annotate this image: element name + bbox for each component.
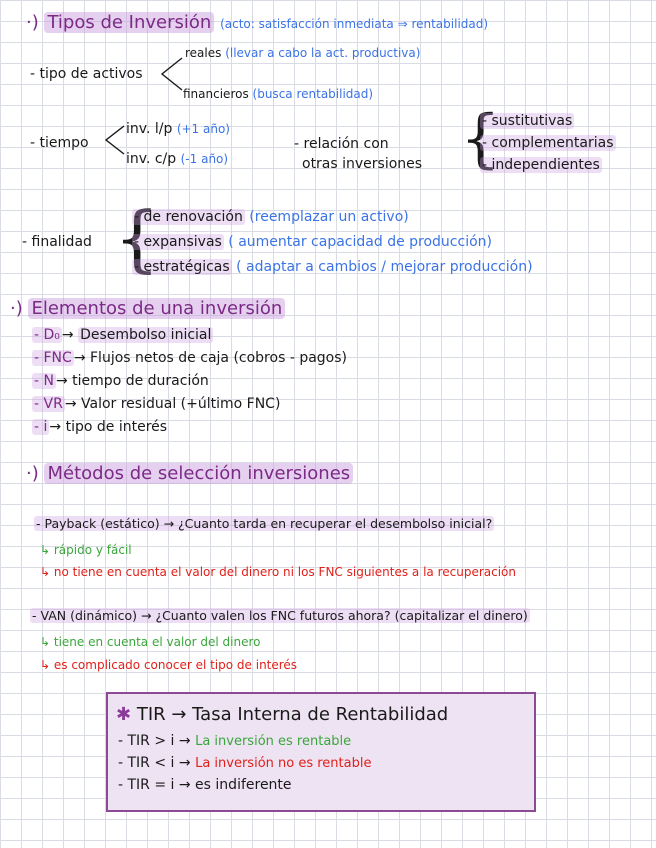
heading-bullet: ·) <box>26 463 39 484</box>
brace-icon: { <box>460 102 501 176</box>
heading-title: Tipos de Inversión <box>44 12 214 33</box>
section-heading-tipos <box>26 12 488 35</box>
financieros-label: financieros <box>183 87 249 101</box>
tiempo-label: - tiempo <box>30 135 89 151</box>
reales-note: (llevar a cabo la act. productiva) <box>225 46 421 60</box>
tir-box <box>106 692 536 812</box>
element-item: - i → tipo de interés <box>34 419 168 435</box>
payback-pro: ↳ rápido y fácil <box>40 543 132 557</box>
heading-bullet: ·) <box>26 12 39 33</box>
tir-rule: - TIR < i → La inversión no es rentable <box>118 755 372 771</box>
relacion-line-1: - relación con <box>294 136 389 152</box>
section-heading-metodos <box>26 463 353 485</box>
reales-label: reales <box>185 46 222 60</box>
financieros-line <box>183 85 373 103</box>
element-item: - N → tiempo de duración <box>34 373 209 389</box>
fin-item: - expansivas ( aumentar capacidad de producción) <box>134 234 492 250</box>
activos-label: - tipo de activos <box>30 66 143 82</box>
element-item: - D₀ → Desembolso inicial <box>34 327 212 343</box>
relacion-line-2: otras inversiones <box>302 156 423 172</box>
tir-title <box>116 704 448 726</box>
inv-lp-note: (+1 año) <box>176 122 230 136</box>
element-item: - VR → Valor residual (+último FNC) <box>34 396 281 412</box>
inv-lp-line <box>126 120 230 138</box>
financieros-note: (busca rentabilidad) <box>252 87 374 101</box>
tir-title-text: TIR → Tasa Interna de Rentabilidad <box>136 704 449 725</box>
fin-item: - estratégicas ( adaptar a cambios / mejorar producción) <box>134 259 533 275</box>
fork-arrow-icon <box>158 56 184 92</box>
star-icon: ✱ <box>116 704 132 725</box>
heading-title: Métodos de selección inversiones <box>44 463 353 484</box>
heading-title: Elementos de una inversión <box>28 298 285 319</box>
element-item: - FNC → Flujos netos de caja (cobros - pagos) <box>34 350 347 366</box>
brace-icon: { <box>114 196 160 280</box>
inv-cp-label: inv. c/p <box>126 151 177 167</box>
finalidad-label: - finalidad <box>22 234 92 250</box>
rel-item: - complementarias <box>482 135 614 151</box>
fin-item: - de renovación (reemplazar un activo) <box>134 209 409 225</box>
section-heading-elementos <box>10 298 285 320</box>
van-question: - VAN (dinámico) → ¿Cuanto valen los FNC futuros ahora? (capitalizar el dinero) <box>32 608 528 623</box>
rel-item: - independientes <box>482 157 600 173</box>
tir-rule: - TIR = i → es indiferente <box>118 777 292 793</box>
tir-rule: - TIR > i → La inversión es rentable <box>118 733 352 749</box>
inv-cp-line <box>126 150 228 168</box>
payback-con: ↳ no tiene en cuenta el valor del dinero ni los FNC siguientes a la recuperación <box>40 565 516 579</box>
heading-note: (acto: satisfacción inmediata ⇒ rentabilidad) <box>220 17 489 31</box>
van-pro: ↳ tiene en cuenta el valor del dinero <box>40 635 261 649</box>
fork-arrow-icon <box>102 124 126 156</box>
rel-item: - sustitutivas <box>482 113 573 129</box>
inv-cp-note: (-1 año) <box>180 152 229 166</box>
heading-bullet: ·) <box>10 298 23 319</box>
van-con: ↳ es complicado conocer el tipo de interés <box>40 658 298 672</box>
payback-question: - Payback (estático) → ¿Cuanto tarda en recuperar el desembolso inicial? <box>36 516 493 531</box>
reales-line <box>185 44 420 62</box>
inv-lp-label: inv. l/p <box>126 121 173 137</box>
